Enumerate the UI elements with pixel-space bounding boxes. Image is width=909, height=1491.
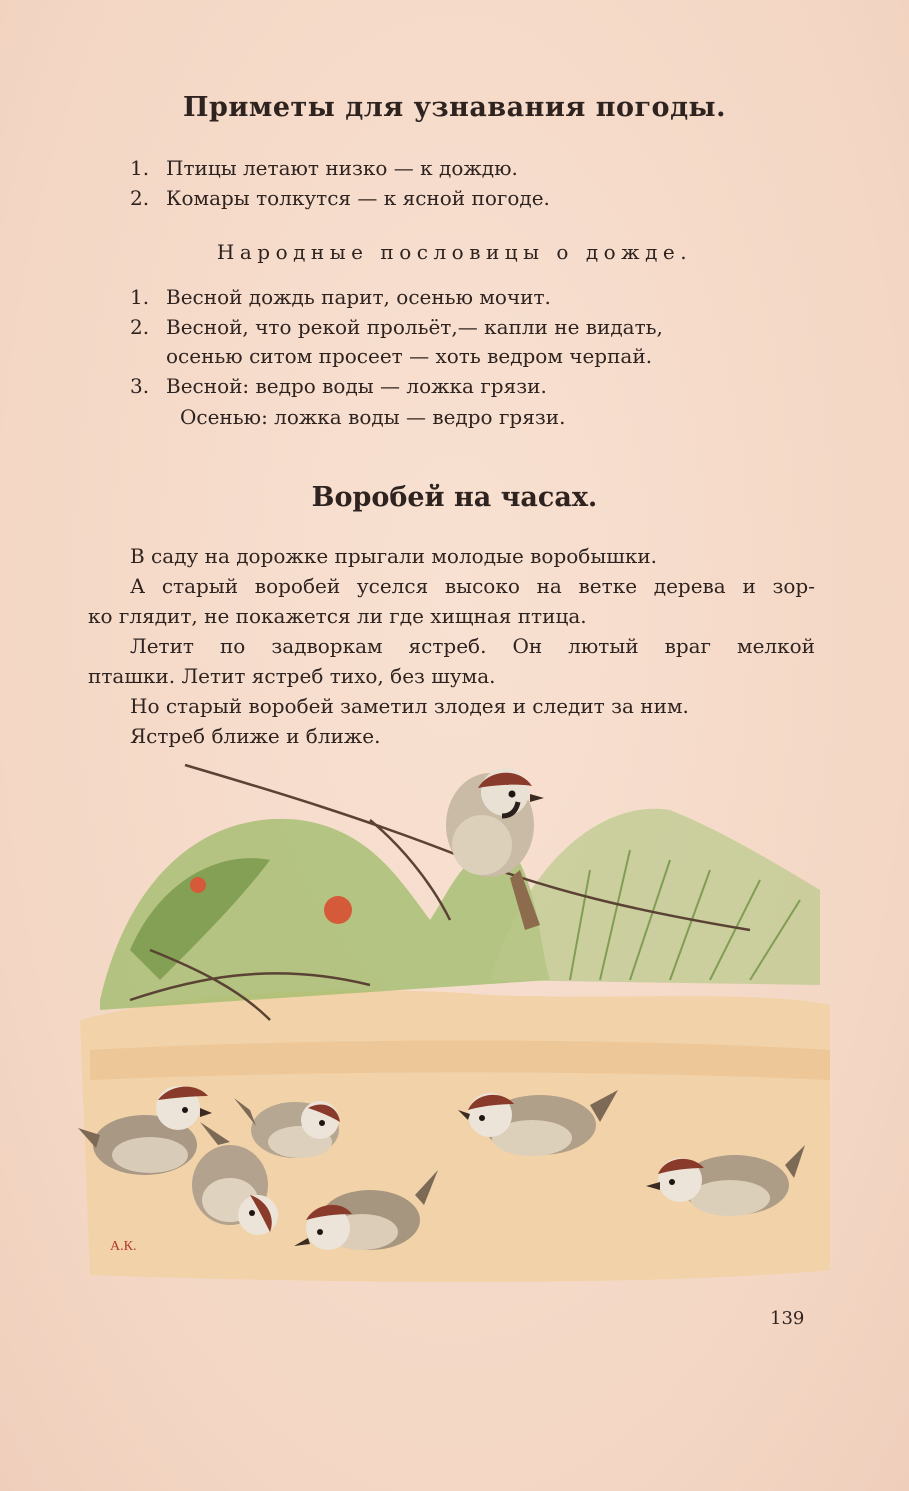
story-line: ко глядит, не покажется ли где хищная птица. — [88, 604, 587, 628]
proverb-text: Весной: ведро воды — ложка грязи. — [166, 374, 547, 398]
proverb-number: 3. — [130, 374, 150, 398]
proverb-continuation: Осенью: ложка воды — ведро грязи. — [180, 405, 566, 429]
proverb-continuation: осенью ситом просеет — хоть ведром черпай. — [166, 344, 653, 368]
story-line: А старый воробей уселся высоко на ветке дерева и зор- — [130, 574, 815, 598]
story-line: Ястреб ближе и ближе. — [130, 724, 381, 748]
proverb-number: 2. — [130, 315, 150, 339]
proverb-text: Весной, что рекой прольёт,— капли не видать, — [166, 315, 663, 339]
proverb-item — [130, 284, 551, 310]
story-line: пташки. Летит ястреб тихо, без шума. — [88, 664, 496, 688]
berry — [324, 896, 352, 924]
proverb-number: 1. — [130, 285, 150, 309]
page-number: 139 — [770, 1308, 805, 1329]
proverb-text: Весной дождь парит, осенью мочит. — [166, 285, 551, 309]
artist-signature: А.К. — [110, 1239, 137, 1254]
proverb-item — [130, 314, 663, 340]
story-line: Но старый воробей заметил злодея и следит за ним. — [130, 694, 689, 718]
berry — [190, 877, 206, 893]
story-line: Летит по задворкам ястреб. Он лютый враг мелкой — [130, 634, 815, 658]
grass-tuft — [490, 809, 820, 985]
sign-text: Птицы летают низко — к дождю. — [166, 156, 518, 180]
proverb-item — [130, 373, 547, 399]
sign-item — [130, 185, 550, 211]
story-line: В саду на дорожке прыгали молодые воробышки. — [130, 544, 658, 568]
heading-story: Воробей на часах. — [311, 482, 598, 513]
sign-number: 1. — [130, 156, 150, 180]
sparrows-illustration — [70, 750, 840, 1290]
sign-text: Комары толкутся — к ясной погоде. — [166, 186, 550, 210]
heading-weather-signs: Приметы для узнавания погоды. — [182, 92, 727, 123]
subheading-proverbs: Народные пословицы о дожде. — [216, 240, 693, 264]
sign-item — [130, 155, 518, 181]
sign-number: 2. — [130, 186, 150, 210]
